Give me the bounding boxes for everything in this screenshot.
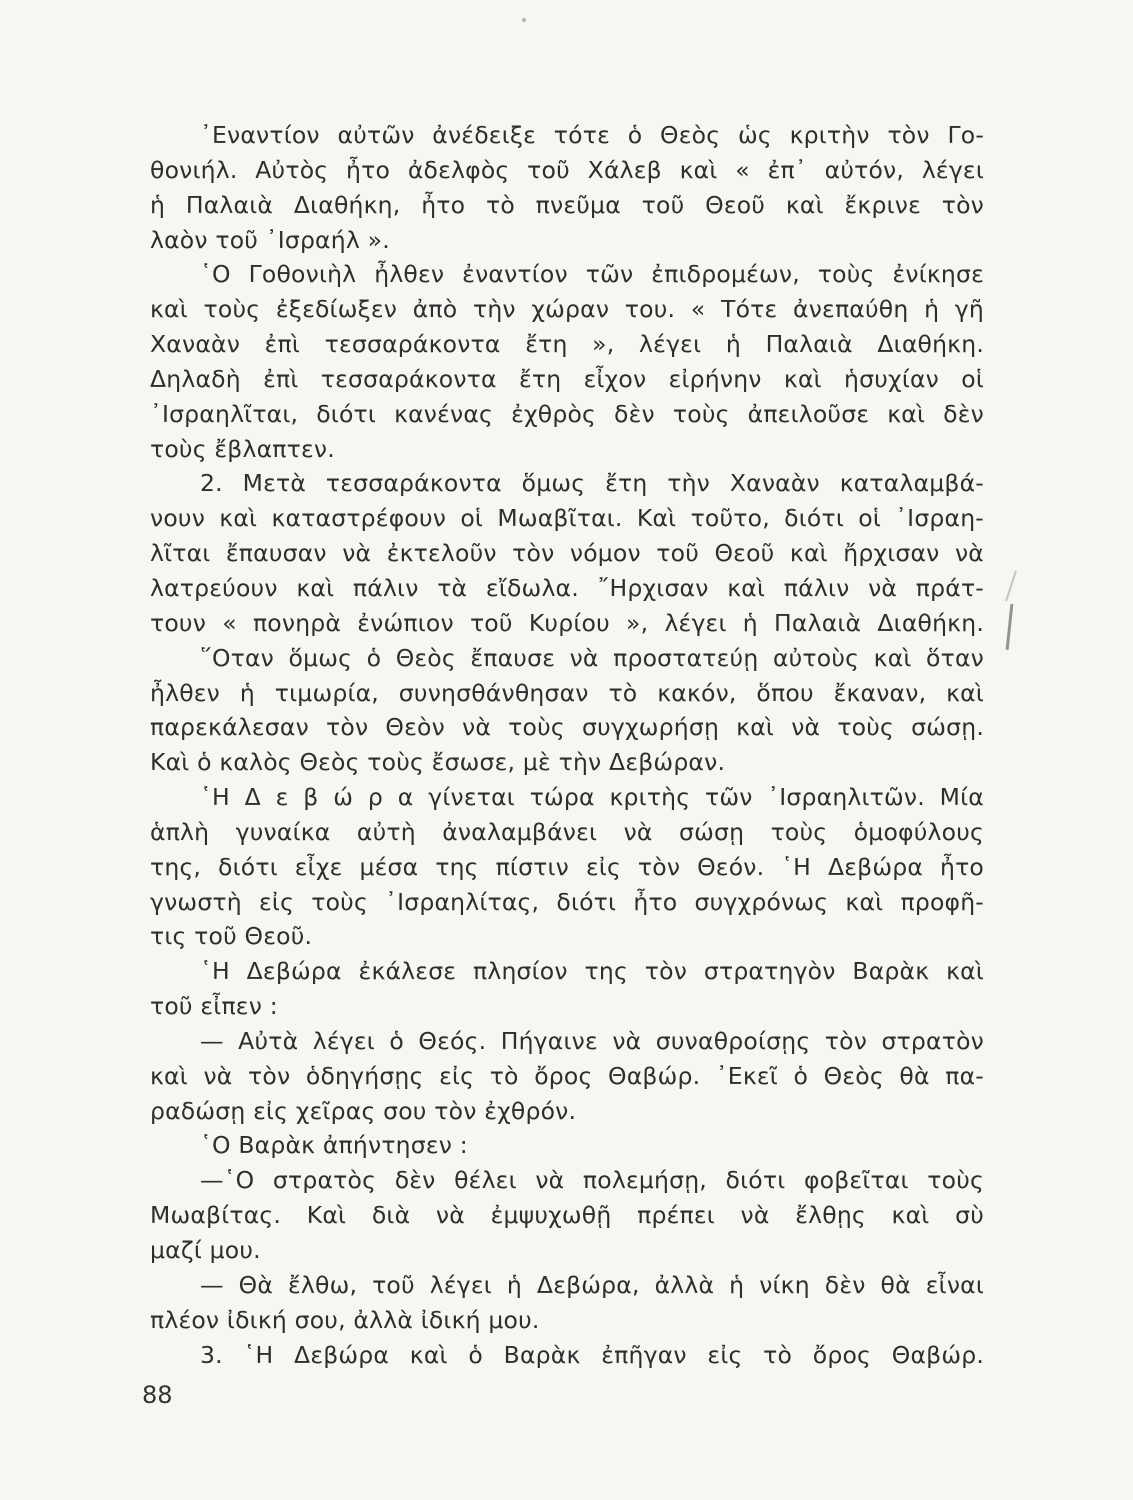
text-line: 2. Μετὰ τεσσαράκοντα ὅμως ἔτη τὴν Χαναὰν καταλαμβά- <box>200 469 984 498</box>
text-line: τοῦ εἶπεν : <box>150 992 278 1021</box>
page-number: 88 <box>142 1381 173 1409</box>
text-line: ραδώσῃ εἰς χεῖρας σου τὸν ἐχθρόν. <box>150 1096 577 1125</box>
text-line: ῾Ο Γοθονιὴλ ἦλθεν ἐναντίον τῶν ἐπιδρομέων, τοὺς ἐνίκησε <box>200 260 984 289</box>
text-line: ἦλθεν ἡ τιμωρία, συνησθάνθησαν τὸ κακόν, ὅπου ἔκαναν, καὶ <box>150 678 984 707</box>
text-line: Μωαβίτας. Καὶ διὰ νὰ ἐμψυχωθῇ πρέπει νὰ ἔλθῃς καὶ σὺ <box>150 1201 984 1230</box>
text-line: νουν καὶ καταστρέφουν οἱ Μωαβῖται. Καὶ τοῦτο, διότι οἱ ᾿Ισραη- <box>150 504 984 533</box>
text-line: καὶ τοὺς ἐξεδίωξεν ἀπὸ τὴν χώραν του. « Τότε ἀνεπαύθη ἡ γῆ <box>150 295 984 324</box>
text-line: λαὸν τοῦ ᾿Ισραήλ ». <box>150 225 390 254</box>
text-line: ᾿Εναντίον αὐτῶν ἀνέδειξε τότε ὁ Θεὸς ὡς κριτὴν τὸν Γο- <box>200 121 984 149</box>
text-line: θονιήλ. Αὐτὸς ἦτο ἀδελφὸς τοῦ Χάλεβ καὶ « ἐπ᾿ αὐτόν, λέγει <box>150 155 984 184</box>
text-line: ῾Η Δ ε β ώ ρ α γίνεται τώρα κριτὴς τῶν ᾿Ισραηλιτῶν. Μία <box>200 783 984 812</box>
text-line: παρεκάλεσαν τὸν Θεὸν νὰ τοὺς συγχωρήσῃ καὶ νὰ τοὺς σώσῃ. <box>150 713 984 742</box>
text-line: Δηλαδὴ ἐπὶ τεσσαράκοντα ἔτη εἶχον εἰρήνην καὶ ἡσυχίαν οἱ <box>150 364 984 393</box>
text-line: τις τοῦ Θεοῦ. <box>150 922 313 951</box>
margin-pencil-mark <box>1006 604 1014 650</box>
text-line: τουν « πονηρὰ ἐνώπιον τοῦ Κυρίου », λέγει ἡ Παλαιὰ Διαθήκη. <box>150 608 984 637</box>
text-line: ῾Η Δεβώρα ἐκάλεσε πλησίον της τὸν στρατηγὸν Βαρὰκ καὶ <box>200 957 984 986</box>
paper-speck <box>522 18 526 22</box>
text-line: 3. ῾Η Δεβώρα καὶ ὁ Βαρὰκ ἐπῆγαν εἰς τὸ ὄρος Θαβώρ. <box>200 1340 984 1369</box>
text-line: γνωστὴ εἰς τοὺς ᾿Ισραηλίτας, διότι ἦτο συγχρόνως καὶ προφῆ- <box>150 887 984 916</box>
text-line: τοὺς ἔβλαπτεν. <box>150 434 335 463</box>
text-line: — Αὐτὰ λέγει ὁ Θεός. Πήγαινε νὰ συναθροίσῃς τὸν στρατὸν <box>200 1026 984 1055</box>
text-line: μαζί μου. <box>150 1236 261 1264</box>
text-line: πλέον ἰδική σου, ἀλλὰ ἰδική μου. <box>150 1305 540 1334</box>
page-text-block <box>150 118 984 1372</box>
text-line: —῾Ο στρατὸς δὲν θέλει νὰ πολεμήσῃ, διότι φοβεῖται τοὺς <box>200 1166 984 1195</box>
text-line: καὶ νὰ τὸν ὁδηγήσῃς εἰς τὸ ὄρος Θαβώρ. ᾿Εκεῖ ὁ Θεὸς θὰ πα- <box>150 1061 984 1090</box>
text-line: Καὶ ὁ καλὸς Θεὸς τοὺς ἔσωσε, μὲ τὴν Δεβώραν. <box>150 748 726 777</box>
text-line: της, διότι εἶχε μέσα της πίστιν εἰς τὸν Θεόν. ῾Η Δεβώρα ἦτο <box>150 852 984 881</box>
text-line: ῾Ο Βαρὰκ ἀπήντησεν : <box>200 1131 468 1160</box>
text-line: Χαναὰν ἐπὶ τεσσαράκοντα ἔτη », λέγει ἡ Παλαιὰ Διαθήκη. <box>150 330 984 359</box>
margin-pencil-mark-upper <box>1005 570 1017 601</box>
text-line: λῖται ἔπαυσαν νὰ ἐκτελοῦν τὸν νόμον τοῦ Θεοῦ καὶ ἤρχισαν νὰ <box>150 539 984 568</box>
text-line: ἁπλὴ γυναίκα αὐτὴ ἀναλαμβάνει νὰ σώσῃ τοὺς ὁμοφύλους <box>150 817 984 846</box>
text-line: ᾿Ισραηλῖται, διότι κανένας ἐχθρὸς δὲν τοὺς ἀπειλοῦσε καὶ δὲν <box>150 399 984 428</box>
text-line: — Θὰ ἔλθω, τοῦ λέγει ἡ Δεβώρα, ἀλλὰ ἡ νίκη δὲν θὰ εἶναι <box>200 1270 984 1299</box>
text-line: λατρεύουν καὶ πάλιν τὰ εἴδωλα. ῎Ηρχισαν καὶ πάλιν νὰ πράτ- <box>150 573 984 602</box>
text-line: ῞Οταν ὅμως ὁ Θεὸς ἔπαυσε νὰ προστατεύῃ αὐτοὺς καὶ ὅταν <box>200 643 984 672</box>
text-line: ἡ Παλαιὰ Διαθήκη, ἦτο τὸ πνεῦμα τοῦ Θεοῦ καὶ ἔκρινε τὸν <box>150 190 984 219</box>
